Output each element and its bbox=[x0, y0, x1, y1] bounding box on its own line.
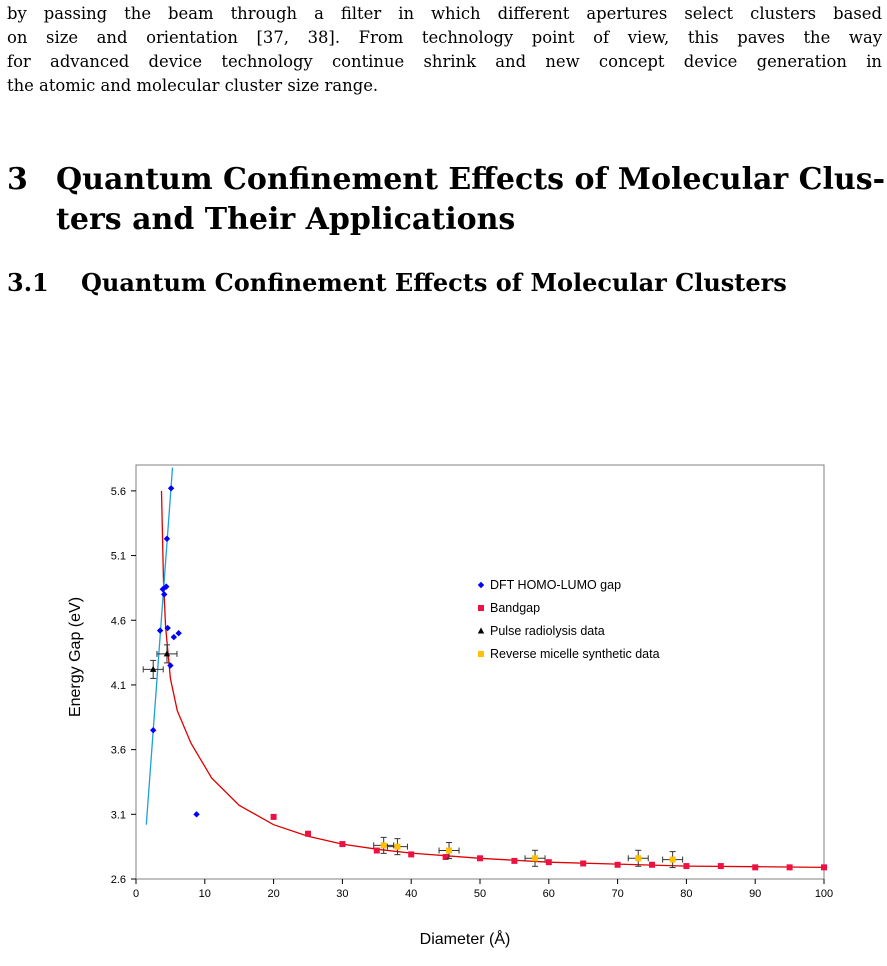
x-tick-label: 30 bbox=[336, 888, 349, 900]
series-2-point bbox=[787, 864, 793, 870]
x-tick-label: 90 bbox=[749, 888, 762, 900]
subsection-title: Quantum Confinement Effects of Molecular Clusters bbox=[81, 268, 787, 297]
energy-gap-chart bbox=[0, 440, 887, 966]
series-1-point bbox=[168, 485, 174, 491]
series-4-point bbox=[532, 855, 538, 861]
body-paragraph bbox=[7, 2, 882, 98]
series-4-point bbox=[635, 855, 641, 861]
series-1-point bbox=[164, 536, 170, 542]
y-tick-label: 2.6 bbox=[110, 874, 126, 886]
series-2-point bbox=[271, 814, 277, 820]
y-tick-label: 5.6 bbox=[110, 485, 126, 498]
legend-entry: DFT HOMO-LUMO gap bbox=[490, 578, 622, 592]
series-2-point bbox=[649, 862, 655, 868]
series-2-point bbox=[580, 860, 586, 866]
series-1-point bbox=[175, 630, 181, 636]
series-1-point bbox=[161, 591, 167, 597]
legend-marker bbox=[478, 628, 484, 634]
series-1-point bbox=[193, 811, 199, 817]
subsection-number: 3.1 bbox=[7, 268, 49, 297]
series-2-point bbox=[718, 863, 724, 869]
y-axis-label: Energy Gap (eV) bbox=[67, 596, 84, 718]
series-2-point bbox=[511, 858, 517, 864]
legend-entry: Pulse radiolysis data bbox=[490, 624, 605, 638]
dft-fit-line bbox=[146, 468, 172, 825]
section-title-line-2: ters and Their Applications bbox=[56, 202, 516, 237]
x-tick-label: 100 bbox=[814, 888, 834, 900]
series-2-point bbox=[821, 864, 827, 870]
paragraph-line: for advanced device technology continue shrink and new concept device generation in bbox=[7, 52, 882, 71]
paragraph-line: the atomic and molecular cluster size range. bbox=[7, 76, 379, 95]
x-tick-label: 10 bbox=[198, 888, 211, 900]
x-tick-label: 70 bbox=[611, 888, 624, 900]
series-1-point bbox=[157, 627, 163, 633]
series-3-point bbox=[150, 666, 156, 672]
y-tick-label: 4.6 bbox=[110, 615, 126, 628]
series-4-point bbox=[670, 857, 676, 863]
y-tick-label: 3.1 bbox=[110, 809, 126, 822]
paragraph-line: on size and orientation [37, 38]. From technology point of view, this paves the way bbox=[7, 28, 882, 47]
legend-entry: Bandgap bbox=[490, 601, 541, 615]
series-2-point bbox=[374, 848, 380, 854]
series-1-point bbox=[150, 727, 156, 733]
series-2-point bbox=[752, 864, 758, 870]
x-axis-label: Diameter (Å) bbox=[419, 931, 511, 948]
paragraph-line: by passing the beam through a filter in which different apertures select clusters based bbox=[7, 4, 882, 23]
y-tick-label: 4.1 bbox=[110, 679, 126, 692]
section-number: 3 bbox=[7, 162, 28, 197]
legend-marker bbox=[478, 582, 484, 588]
series-4-point bbox=[394, 844, 400, 850]
series-2-point bbox=[305, 831, 311, 837]
x-tick-label: 60 bbox=[542, 888, 555, 900]
series-2-point bbox=[683, 863, 689, 869]
section-title-line-1: Quantum Confinement Effects of Molecular Clus- bbox=[56, 162, 886, 197]
bandgap-fit-curve bbox=[162, 491, 825, 868]
y-tick-label: 5.1 bbox=[110, 550, 126, 563]
y-tick-label: 3.6 bbox=[110, 744, 126, 757]
series-2-point bbox=[443, 854, 449, 860]
x-tick-label: 20 bbox=[267, 888, 280, 900]
legend-entry: Reverse micelle synthetic data bbox=[490, 647, 660, 661]
x-tick-label: 0 bbox=[132, 888, 140, 900]
series-4-point bbox=[446, 848, 452, 854]
series-2-point bbox=[477, 855, 483, 861]
x-tick-label: 50 bbox=[473, 888, 487, 900]
legend-marker bbox=[478, 605, 484, 611]
x-tick-label: 40 bbox=[405, 888, 418, 900]
x-tick-label: 80 bbox=[680, 888, 693, 900]
series-4-point bbox=[381, 842, 387, 848]
series-2-point bbox=[408, 851, 414, 857]
series-2-point bbox=[615, 862, 621, 868]
plot-frame bbox=[136, 465, 824, 879]
legend-marker bbox=[478, 651, 484, 657]
series-2-point bbox=[546, 859, 552, 865]
series-1-point bbox=[171, 634, 177, 640]
series-2-point bbox=[339, 841, 345, 847]
